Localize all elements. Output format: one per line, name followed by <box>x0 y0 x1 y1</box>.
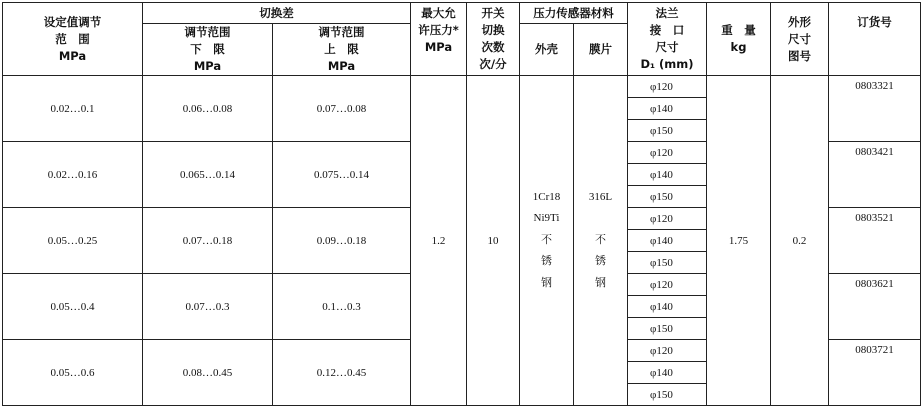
order-number-cell: 0803621 <box>829 274 921 340</box>
header-text: 接 口 <box>649 23 685 37</box>
header-adj-lower <box>143 24 273 76</box>
flange-size-cell: φ140 <box>628 362 707 384</box>
header-text: 尺寸 <box>788 31 811 46</box>
material-text: 钢 <box>541 276 552 289</box>
flange-size-cell: φ150 <box>628 252 707 274</box>
header-text: 上 限 <box>324 42 359 56</box>
flange-size-cell: φ120 <box>628 340 707 362</box>
header-membrane: 膜片 <box>574 24 628 76</box>
flange-size-cell: φ140 <box>628 296 707 318</box>
adj-lower-cell: 0.06…0.08 <box>143 76 273 142</box>
header-sensor-material: 压力传感器材料 <box>520 3 628 24</box>
flange-size-cell: φ140 <box>628 98 707 120</box>
flange-size-cell: φ140 <box>628 230 707 252</box>
adj-upper-cell: 0.09…0.18 <box>273 208 411 274</box>
header-text: 外形 <box>788 14 811 29</box>
header-setting-range <box>3 3 143 76</box>
adj-upper-cell: 0.075…0.14 <box>273 142 411 208</box>
setting-range-cell: 0.05…0.4 <box>3 274 143 340</box>
table-row <box>3 76 921 98</box>
header-text: 调节范围 <box>184 25 231 39</box>
header-unit: MPa <box>424 40 453 54</box>
membrane-material-cell <box>574 76 628 406</box>
shell-material-cell <box>520 76 574 406</box>
adj-upper-cell: 0.12…0.45 <box>273 340 411 406</box>
header-weight <box>707 3 771 76</box>
header-text: 次/分 <box>479 57 507 71</box>
header-text: 次数 <box>481 40 505 54</box>
header-text: 范 围 <box>55 31 90 46</box>
setting-range-cell: 0.02…0.16 <box>3 142 143 208</box>
material-text: 不 <box>595 233 606 246</box>
flange-size-cell: φ120 <box>628 76 707 98</box>
material-text: 锈 <box>595 255 606 268</box>
material-text: Ni9Ti <box>533 212 560 225</box>
header-text: 设定值调节 <box>43 14 102 29</box>
adj-lower-cell: 0.08…0.45 <box>143 340 273 406</box>
setting-range-cell: 0.02…0.1 <box>3 76 143 142</box>
header-order-no <box>829 3 921 76</box>
header-switch-count <box>467 3 520 76</box>
header-unit: D₁ (mm) <box>640 57 694 71</box>
header-text: 切换 <box>481 23 505 37</box>
header-text: 下 限 <box>190 42 225 56</box>
header-adj-upper <box>273 24 411 76</box>
adj-lower-cell: 0.065…0.14 <box>143 142 273 208</box>
material-text: 316L <box>588 190 613 203</box>
adj-upper-cell: 0.1…0.3 <box>273 274 411 340</box>
flange-size-cell: φ120 <box>628 274 707 296</box>
header-text: 重 量 <box>721 23 756 37</box>
adj-upper-cell: 0.07…0.08 <box>273 76 411 142</box>
flange-size-cell: φ150 <box>628 384 707 406</box>
flange-size-cell: φ150 <box>628 120 707 142</box>
header-max-pressure <box>411 3 467 76</box>
weight-cell: 1.75 <box>707 76 771 406</box>
header-text: 图号 <box>788 48 811 63</box>
header-text: 最大允 <box>421 6 456 20</box>
max-pressure-cell: 1.2 <box>411 76 467 406</box>
flange-size-cell: φ150 <box>628 318 707 340</box>
header-unit: MPa <box>327 59 356 73</box>
header-switch-diff: 切换差 <box>143 3 411 24</box>
material-text <box>574 208 627 230</box>
header-text: 订货号 <box>857 14 892 29</box>
header-shell: 外壳 <box>520 24 574 76</box>
spec-table <box>2 2 921 406</box>
material-text: 钢 <box>595 276 606 289</box>
order-number-cell: 0803521 <box>829 208 921 274</box>
header-text: 调节范围 <box>318 25 365 39</box>
header-unit: kg <box>730 40 747 54</box>
header-unit: MPa <box>58 48 87 63</box>
header-text: 开关 <box>481 6 505 20</box>
flange-size-cell: φ120 <box>628 142 707 164</box>
setting-range-cell: 0.05…0.25 <box>3 208 143 274</box>
flange-size-cell: φ150 <box>628 186 707 208</box>
material-text: 锈 <box>541 255 552 268</box>
flange-size-cell: φ140 <box>628 164 707 186</box>
header-flange <box>628 3 707 76</box>
header-text: 许压力* <box>418 23 459 37</box>
header-text: 法兰 <box>655 6 679 20</box>
material-text: 不 <box>541 233 552 246</box>
header-text: 尺寸 <box>655 40 679 54</box>
header-unit: MPa <box>193 59 222 73</box>
switch-count-cell: 10 <box>467 76 520 406</box>
material-text: 1Cr18 <box>532 190 561 203</box>
outline-cell: 0.2 <box>771 76 829 406</box>
order-number-cell: 0803321 <box>829 76 921 142</box>
order-number-cell: 0803421 <box>829 142 921 208</box>
adj-lower-cell: 0.07…0.18 <box>143 208 273 274</box>
setting-range-cell: 0.05…0.6 <box>3 340 143 406</box>
header-outline <box>771 3 829 76</box>
flange-size-cell: φ120 <box>628 208 707 230</box>
order-number-cell: 0803721 <box>829 340 921 406</box>
adj-lower-cell: 0.07…0.3 <box>143 274 273 340</box>
